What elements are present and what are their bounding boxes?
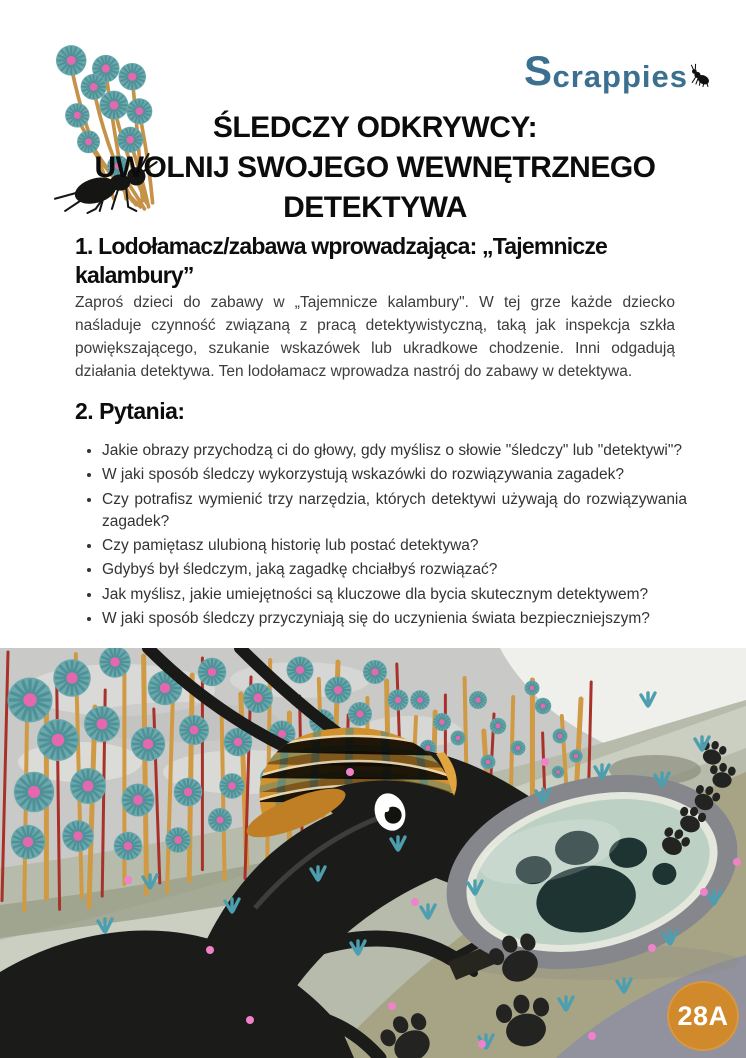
question-item: • Czy pamiętasz ulubioną historię lub postać detektywa? (102, 535, 687, 557)
question-item: • W jaki sposób śledczy przyczyniają się do uczynienia świata bezpieczniejszym? (102, 608, 687, 630)
question-item: • Jakie obrazy przychodzą ci do głowy, gdy myślisz o słowie "śledczy" lub "detektywi"? (102, 440, 687, 462)
title-line-3: DETEKTYWA (283, 191, 467, 224)
question-item: • Gdybyś był śledczym, jaką zagadkę chciałbyś rozwiązać? (102, 559, 687, 581)
brand-name: crappies (552, 59, 688, 94)
brand-initial: S (523, 47, 553, 94)
question-item: • W jaki sposób śledczy wykorzystują wskazówki do rozwiązywania zagadek? (102, 464, 687, 486)
ant-icon (690, 62, 712, 88)
brand-logo (523, 47, 712, 94)
question-item: • Jak myślisz, jakie umiejętności są kluczowe dla bycia skutecznym detektywem? (102, 584, 687, 606)
title-line-1: ŚLEDCZY ODKRYWCY: (212, 111, 538, 144)
title-line-2: UWOLNIJ SWOJEGO WEWNĘTRZNEGO (94, 151, 656, 184)
section1-heading: 1. Lodołamacz/zabawa wprowadzająca: „Tajemnicze kalambury” (75, 233, 608, 288)
section1-paragraph: Zaproś dzieci do zabawy w „Tajemnicze kalambury". W tej grze każde dziecko naśladuje czynność związaną z pracą detektywistyczną, taką jak inspekcja szkła powiększającego, szukanie wskazówek lub ukradkowe chodzenie. Inni odgadują działania detektywa. Ten lodołamacz wprowadza nastrój do zabawy w detektywa. (75, 294, 675, 380)
page-number-badge: 28A (667, 981, 739, 1051)
detective-ant-illustration (0, 648, 746, 1058)
page-title (55, 108, 695, 228)
section2-heading: 2. Pytania: (75, 398, 185, 424)
questions-list (75, 440, 687, 632)
question-item: • Czy potrafisz wymienić trzy narzędzia, których detektywi używają do rozwiązywania zagadek? (102, 489, 687, 534)
